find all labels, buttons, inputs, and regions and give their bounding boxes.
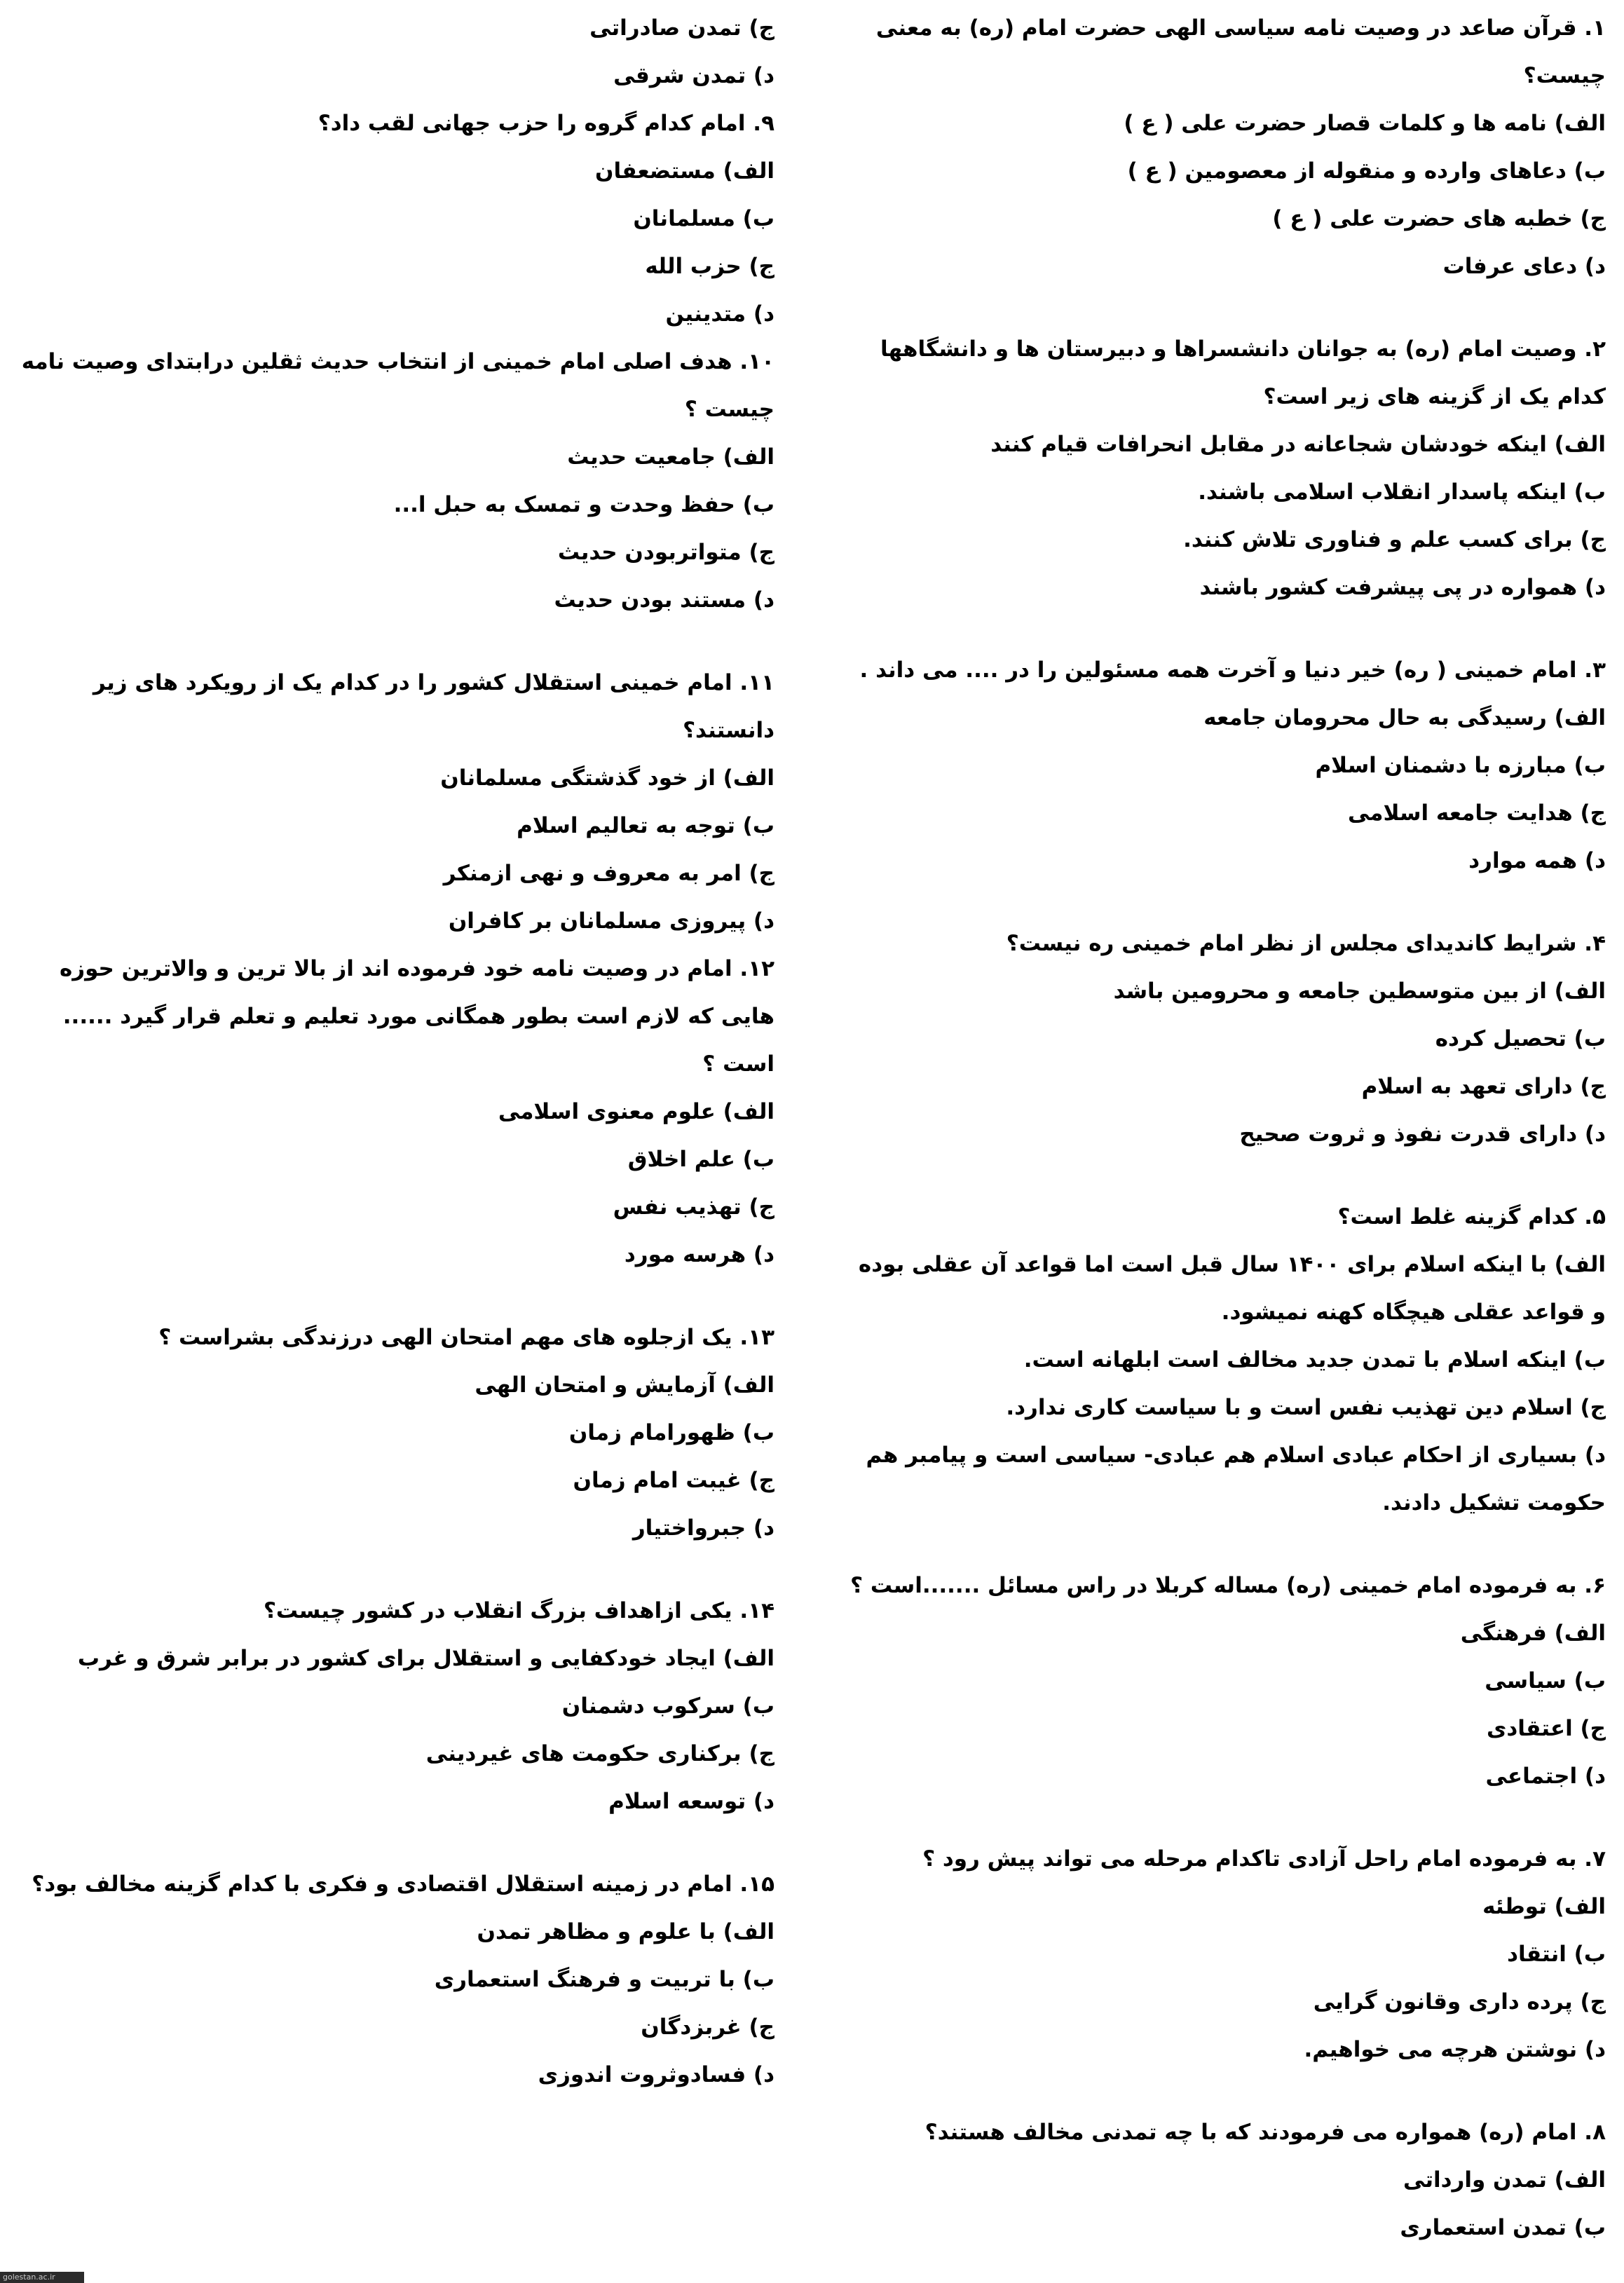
question-12 — [18, 945, 775, 1279]
option-b: ب) سرکوب دشمنان — [561, 1693, 775, 1719]
left-column — [18, 4, 775, 2099]
question-7 — [842, 1835, 1606, 2073]
question-text: ۴. شرایط کاندیدای مجلس از نظر امام خمینی ره نیست؟ — [1006, 931, 1606, 956]
option-b: ب) مسلمانان — [633, 206, 775, 231]
option-b: ب) ظهورامام زمان — [568, 1420, 775, 1445]
option-a: الف) نامه ها و کلمات قصار حضرت علی ( ع ) — [1124, 111, 1606, 136]
option-a: الف) از بین متوسطین جامعه و محرومین باشد — [1113, 979, 1606, 1004]
option-d: د) نوشتن هرچه می خواهیم. — [1304, 2037, 1606, 2062]
option-a: الف) جامعیت حدیث — [567, 444, 775, 470]
option-a: الف) از خود گذشتگی مسلمانان — [440, 765, 775, 791]
option-a: الف) با اینکه اسلام برای ۱۴۰۰ سال قبل است اما قواعد آن عقلی بوده و قواعد عقلی هیچگاه کهنه نمیشود. — [858, 1252, 1606, 1325]
question-4 — [842, 920, 1606, 1158]
question-text: ۸. امام (ره) همواره می فرمودند که با چه تمدنی مخالف هستند؟ — [924, 2120, 1606, 2145]
site-watermark: golestan.ac.ir — [0, 2272, 84, 2283]
option-a: الف) اینکه خودشان شجاعانه در مقابل انحرافات قیام کنند — [990, 432, 1606, 457]
option-a: الف) مستضعفان — [595, 158, 775, 184]
option-d: د) تمدن شرقی — [613, 63, 775, 88]
option-b: ب) انتقاد — [1507, 1942, 1606, 1967]
option-c: ج) هدایت جامعه اسلامی — [1347, 800, 1606, 826]
question-text: ۱. قرآن صاعد در وصیت نامه سیاسی الهی حضرت امام (ره) به معنی چیست؟ — [875, 15, 1606, 88]
option-d: د) توسعه اسلام — [608, 1789, 775, 1814]
question-text: ۷. به فرموده امام راحل آزادی تاکدام مرحله می تواند پیش رود ؟ — [922, 1846, 1606, 1872]
option-d: د) دارای قدرت نفوذ و ثروت صحیح — [1239, 1122, 1606, 1147]
option-d: د) اجتماعی — [1485, 1764, 1606, 1789]
option-b: ب) حفظ وحدت و تمسک به حبل ا... — [393, 492, 775, 517]
question-text: ۱۱. امام خمینی استقلال کشور را در کدام یک از رویکرد های زیر دانستند؟ — [93, 670, 775, 743]
question-14 — [18, 1587, 775, 1825]
option-c: ج) غیبت امام زمان — [573, 1468, 775, 1493]
option-c: ج) غربزدگان — [641, 2015, 775, 2040]
option-b: ب) دعاهای وارده و منقوله از معصومین ( ع ) — [1127, 158, 1606, 184]
question-text: ۶. به فرموده امام خمینی (ره) مساله کربلا در راس مسائل .......است ؟ — [850, 1573, 1606, 1598]
option-d: د) مستند بودن حدیث — [554, 587, 775, 613]
option-c: ج) برای کسب علم و فناوری تلاش کنند. — [1183, 527, 1606, 552]
question-text: ۱۰. هدف اصلی امام خمینی از انتخاب حدیث ثقلین درابتدای وصیت نامه چیست ؟ — [21, 349, 775, 422]
question-8 — [842, 2108, 1606, 2251]
question-6 — [842, 1562, 1606, 1800]
option-b: ب) اینکه اسلام با تمدن جدید مخالف است ابلهانه است. — [1023, 1347, 1606, 1372]
question-11 — [18, 659, 775, 945]
option-d: د) پیروزی مسلمانان بر کافران — [448, 908, 775, 934]
option-d: د) همواره در پی پیشرفت کشور باشند — [1199, 575, 1606, 600]
option-c: ج) حزب الله — [645, 254, 775, 279]
option-c: ج) اسلام دین تهذیب نفس است و با سیاست کاری ندارد. — [1006, 1395, 1606, 1420]
option-d: د) بسیاری از احکام عبادی اسلام هم عبادی- سیاسی است و پیامبر هم حکومت تشکیل دادند. — [866, 1443, 1606, 1515]
option-c: ج) امر به معروف و نهی ازمنکر — [443, 861, 775, 886]
question-text: ۹. امام کدام گروه را حزب جهانی لقب داد؟ — [318, 111, 775, 136]
option-b: ب) سیاسی — [1485, 1668, 1606, 1693]
question-15 — [18, 1860, 775, 2099]
option-d: د) فسادوثروت اندوزی — [538, 2062, 775, 2087]
question-3 — [842, 646, 1606, 885]
question-8-continued — [18, 4, 775, 100]
question-text: ۵. کدام گزینه غلط است؟ — [1337, 1204, 1606, 1229]
option-d: د) همه موارد — [1468, 848, 1606, 873]
option-b: ب) تمدن استعماری — [1400, 2215, 1606, 2240]
option-b: ب) علم اخلاق — [627, 1147, 775, 1172]
question-2 — [842, 325, 1606, 611]
option-b: ب) اینکه پاسدار انقلاب اسلامی باشند. — [1198, 479, 1606, 505]
option-c: ج) خطبه های حضرت علی ( ع ) — [1272, 206, 1606, 231]
option-c: ج) پرده داری وقانون گرایی — [1313, 1989, 1606, 2015]
option-a: الف) ایجاد خودکفایی و استقلال برای کشور در برابر شرق و غرب — [77, 1646, 775, 1671]
option-b: ب) توجه به تعالیم اسلام — [517, 813, 775, 838]
option-c: ج) تمدن صادراتی — [589, 15, 775, 41]
question-5 — [842, 1193, 1606, 1527]
right-column — [842, 4, 1606, 2251]
question-9 — [18, 100, 775, 338]
question-text: ۱۲. امام در وصیت نامه خود فرموده اند از بالا ترین و والاترین حوزه هایی که لازم است بطور همگانی مورد تعلیم و تعلم قرار گیرد ...... است ؟ — [59, 956, 775, 1077]
question-13 — [18, 1314, 775, 1552]
option-a: الف) علوم معنوی اسلامی — [498, 1099, 775, 1124]
question-1 — [842, 4, 1606, 290]
question-text: ۱۴. یکی ازاهداف بزرگ انقلاب در کشور چیست؟ — [263, 1598, 775, 1623]
option-d: د) متدینین — [665, 301, 775, 327]
question-text: ۲. وصیت امام (ره) به جوانان دانشسراها و دبیرستان ها و دانشگاهها کدام یک از گزینه های زیر است؟ — [880, 336, 1606, 409]
option-c: ج) دارای تعهد به اسلام — [1361, 1074, 1606, 1099]
option-c: ج) اعتقادی — [1486, 1716, 1606, 1741]
option-a: الف) فرهنگی — [1460, 1621, 1606, 1646]
option-b: ب) مبارزه با دشمنان اسلام — [1315, 753, 1606, 778]
question-text: ۱۳. یک ازجلوه های مهم امتحان الهی درزندگی بشراست ؟ — [158, 1325, 775, 1350]
option-a: الف) رسیدگی به حال محرومان جامعه — [1203, 705, 1606, 730]
option-d: د) هرسه مورد — [624, 1242, 775, 1267]
option-b: ب) با تربیت و فرهنگ استعماری — [434, 1967, 775, 1992]
option-a: الف) توطئه — [1482, 1894, 1606, 1919]
option-c: ج) تهذیب نفس — [613, 1194, 775, 1220]
question-text: ۱۵. امام در زمینه استقلال اقتصادی و فکری با کدام گزینه مخالف بود؟ — [32, 1872, 775, 1897]
option-a: الف) تمدن وارداتی — [1403, 2167, 1606, 2193]
question-10 — [18, 338, 775, 624]
option-b: ب) تحصیل کرده — [1435, 1026, 1606, 1051]
question-text: ۳. امام خمینی ( ره) خیر دنیا و آخرت همه مسئولین را در .... می داند . — [859, 657, 1606, 683]
option-c: ج) متواتربودن حدیث — [557, 540, 775, 565]
option-a: الف) آزمایش و امتحان الهی — [475, 1372, 775, 1398]
option-d: د) دعای عرفات — [1442, 254, 1606, 279]
option-d: د) جبرواختیار — [632, 1515, 775, 1541]
option-a: الف) با علوم و مظاهر تمدن — [477, 1919, 775, 1944]
option-c: ج) برکناری حکومت های غیردینی — [425, 1741, 775, 1766]
